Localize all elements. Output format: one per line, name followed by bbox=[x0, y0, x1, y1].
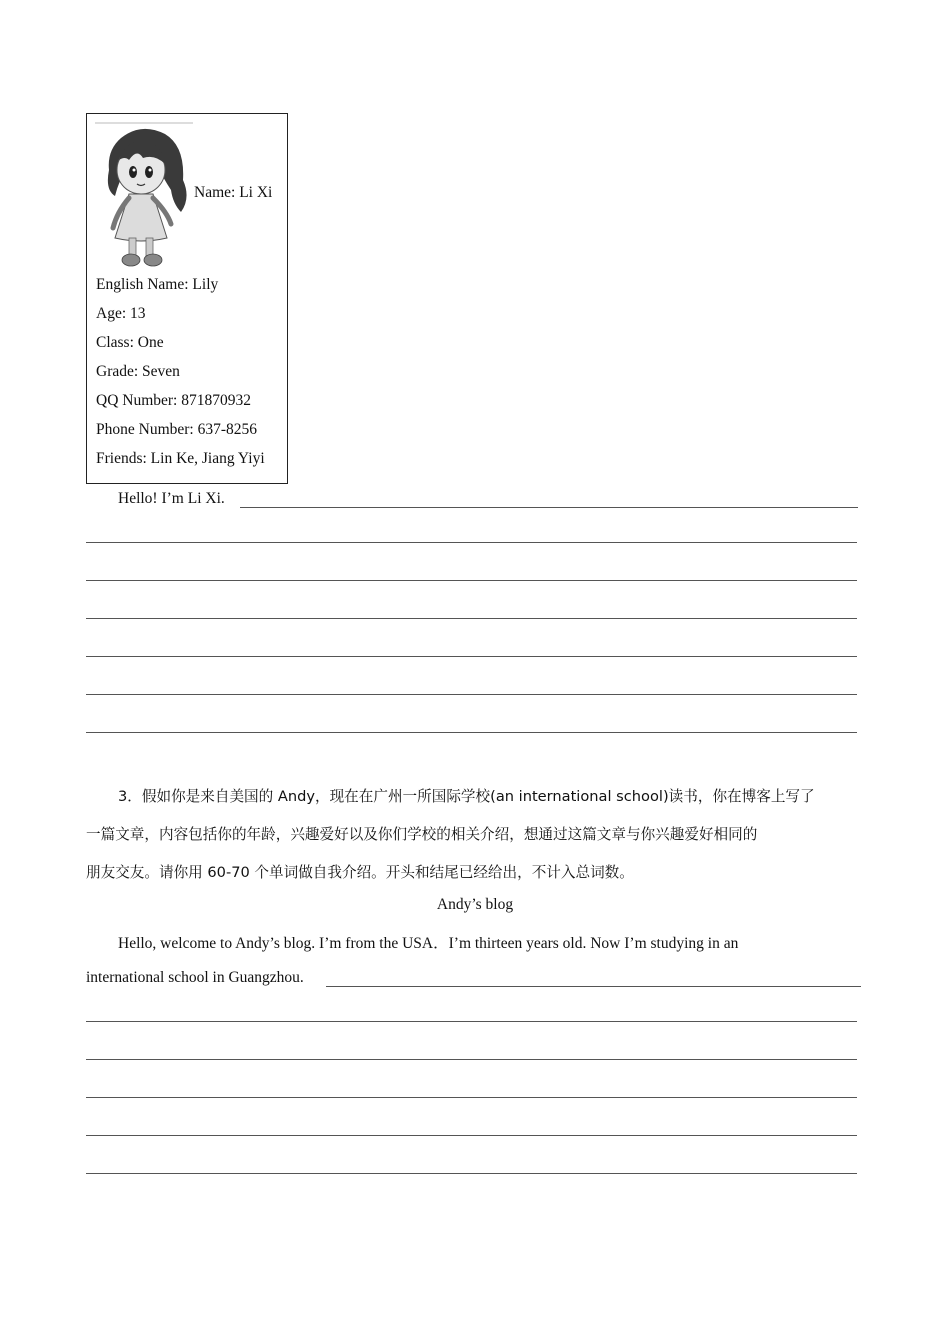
task3-prompt-line-3: 朋友交友。请你用 60-70 个单词做自我介绍。开头和结尾已经给出，不计入总词数。 bbox=[86, 864, 634, 881]
profile-card bbox=[86, 113, 288, 484]
answer-line[interactable] bbox=[86, 656, 857, 657]
task3-prompt-line-1: 3．假如你是来自美国的 Andy，现在在广州一所国际学校(an international school)读书，你在博客上写了 bbox=[118, 788, 815, 805]
blog-opening-line-1: Hello, welcome to Andy’s blog. I’m from the USA．I’m thirteen years old. Now I’m studying in an bbox=[118, 935, 739, 952]
profile-phone-number: Phone Number: 637-8256 bbox=[96, 421, 258, 438]
profile-name: Name: Li Xi bbox=[194, 184, 273, 201]
task3-prompt-line-2: 一篇文章，内容包括你的年龄，兴趣爱好以及你们学校的相关介绍，想通过这篇文章与你兴趣爱好相同的 bbox=[86, 826, 758, 843]
task2-opening: Hello! I’m Li Xi. bbox=[118, 490, 225, 507]
answer-line[interactable] bbox=[86, 1097, 857, 1098]
answer-line[interactable] bbox=[86, 694, 857, 695]
girl-cartoon-illustration bbox=[93, 120, 197, 272]
answer-line[interactable] bbox=[86, 1021, 857, 1022]
answer-line[interactable] bbox=[86, 1173, 857, 1174]
blog-opening-line-2: international school in Guangzhou. bbox=[86, 969, 304, 986]
answer-line[interactable] bbox=[86, 732, 857, 733]
blog-title: Andy’s blog bbox=[436, 896, 514, 913]
answer-line[interactable] bbox=[86, 580, 857, 581]
profile-age: Age: 13 bbox=[96, 305, 146, 322]
answer-line[interactable] bbox=[86, 618, 857, 619]
profile-friends: Friends: Lin Ke, Jiang Yiyi bbox=[96, 450, 265, 467]
answer-line[interactable] bbox=[86, 1135, 857, 1136]
answer-line[interactable] bbox=[86, 1059, 857, 1060]
answer-line[interactable] bbox=[326, 986, 861, 987]
profile-class: Class: One bbox=[96, 334, 164, 351]
profile-english-name: English Name: Lily bbox=[96, 276, 219, 293]
answer-line[interactable] bbox=[86, 542, 857, 543]
answer-line[interactable] bbox=[240, 507, 858, 508]
profile-qq-number: QQ Number: 871870932 bbox=[96, 392, 251, 409]
profile-grade: Grade: Seven bbox=[96, 363, 180, 380]
